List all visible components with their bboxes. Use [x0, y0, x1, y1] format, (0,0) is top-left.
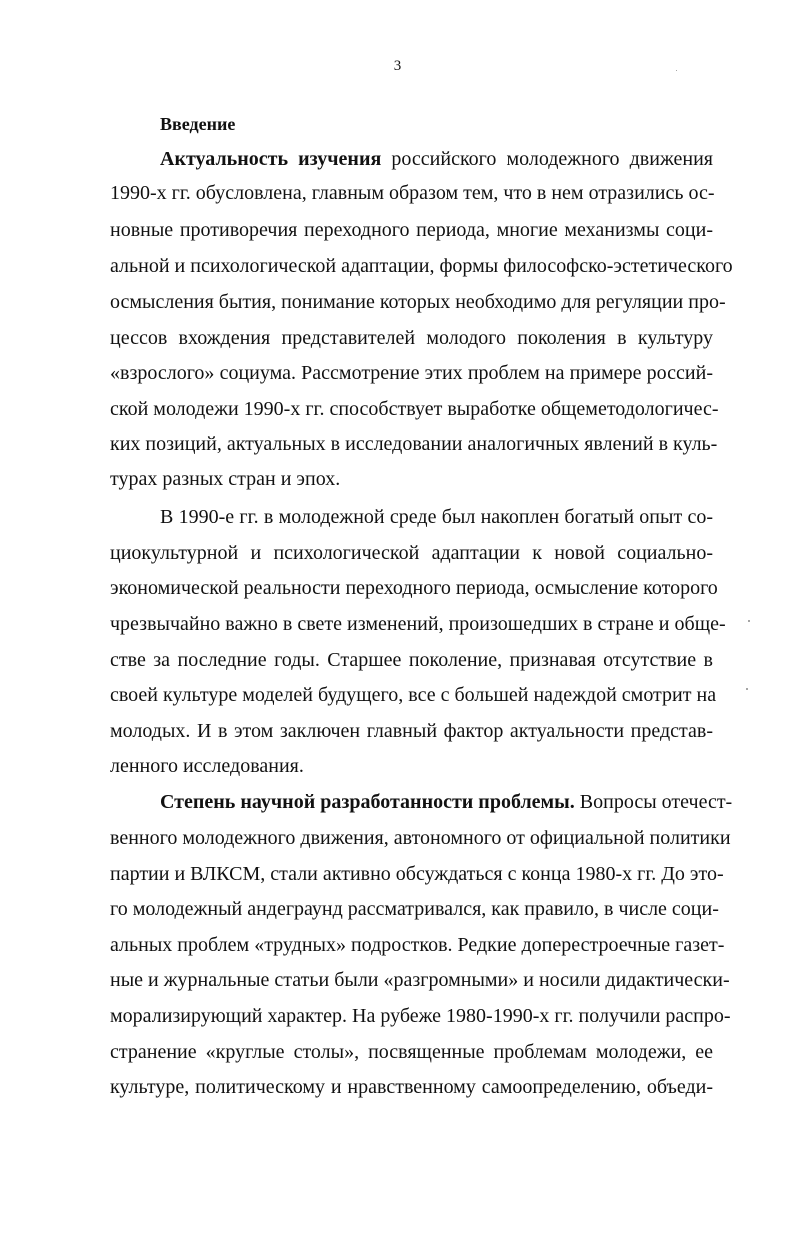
paragraph-1-line-1-text: российского молодежного движения — [381, 148, 713, 170]
paragraph-3-line-6: ные и журнальные статьи были «разгромными» и носили дидактически- — [110, 969, 730, 991]
paragraph-2-line-8: ленного исследования. — [110, 755, 304, 777]
paragraph-2-line-1: В 1990-е гг. в молодежной среде был накоплен богатый опыт со- — [160, 506, 713, 528]
scan-speck — [746, 688, 748, 690]
paragraph-1-line-6: цессов вхождения представителей молодого поколения в культуру — [110, 327, 713, 349]
section-heading: Введение — [160, 114, 236, 134]
paragraph-1-line-5: осмысления бытия, понимание которых необходимо для регуляции про- — [110, 291, 726, 313]
paragraph-3-line-2: венного молодежного движения, автономного от официальной политики — [110, 827, 731, 849]
scan-speck — [676, 70, 677, 71]
paragraph-1-line-3: новные противоречия переходного периода, многие механизмы соци- — [110, 219, 713, 241]
paragraph-3-line-3: партии и ВЛКСМ, стали активно обсуждаться с конца 1980-х гг. До это- — [110, 863, 724, 885]
paragraph-3-line-8: странение «круглые столы», посвященные проблемам молодежи, ее — [110, 1041, 713, 1063]
paragraph-3-lead-bold: Степень научной разработанности проблемы. — [160, 791, 575, 813]
paragraph-3-line-9: культуре, политическому и нравственному самоопределению, объеди- — [110, 1076, 713, 1098]
paragraph-3-line-1-text: Вопросы отечест- — [574, 791, 733, 813]
paragraph-3-line-4: го молодежный андеграунд рассматривался, как правило, в числе соци- — [110, 898, 719, 920]
scan-speck — [748, 620, 750, 622]
paragraph-1-lead-bold: Актуальность изучения — [160, 148, 382, 170]
paragraph-1-line-7: «взрослого» социума. Рассмотрение этих проблем на примере россий- — [110, 362, 713, 384]
paragraph-2-line-4: чрезвычайно важно в свете изменений, произошедших в стране и обще- — [110, 613, 726, 635]
paragraph-3-line-7: морализирующий характер. На рубеже 1980-1990-х гг. получили распро- — [110, 1005, 731, 1027]
paragraph-1-line-9: ких позиций, актуальных в исследовании аналогичных явлений в куль- — [110, 433, 718, 455]
paragraph-1-line-2: 1990-х гг. обусловлена, главным образом тем, что в нем отразились ос- — [110, 182, 715, 204]
paragraph-3-line-1 — [160, 789, 733, 815]
paragraph-2-line-3: экономической реальности переходного периода, осмысление которого — [110, 577, 718, 599]
paragraph-1-line-4: альной и психологической адаптации, формы философско-эстетического — [110, 255, 733, 277]
paragraph-3-line-5: альных проблем «трудных» подростков. Редкие доперестроечные газет- — [110, 934, 725, 956]
paragraph-1-line-1 — [160, 146, 713, 172]
paragraph-2-line-5: стве за последние годы. Старшее поколение, признавая отсутствие в — [110, 649, 713, 671]
paragraph-2-line-2: циокультурной и психологической адаптации к новой социально- — [110, 542, 713, 564]
paragraph-1-line-10: турах разных стран и эпох. — [110, 468, 341, 490]
page-number: 3 — [393, 58, 402, 74]
paragraph-2-line-6: своей культуре моделей будущего, все с большей надеждой смотрит на — [110, 684, 717, 706]
paragraph-1-line-8: ской молодежи 1990-х гг. способствует выработке общеметодологичес- — [110, 398, 719, 420]
paragraph-2-line-7: молодых. И в этом заключен главный фактор актуальности представ- — [110, 720, 713, 742]
